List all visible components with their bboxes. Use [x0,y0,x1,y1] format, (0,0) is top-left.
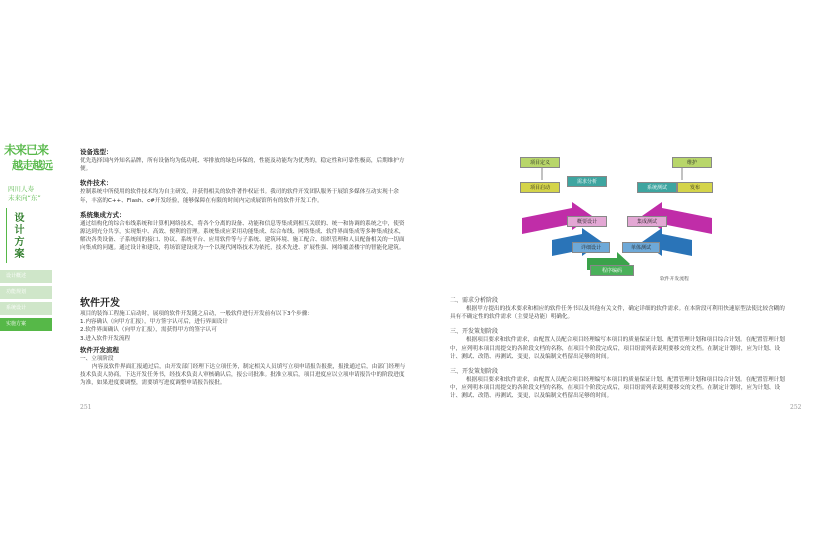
flow-title: 软件开发流程 [80,345,119,354]
software-dev-intro: 项目的装饰工程施工启动时，展项的软件开发随之启动，一般软件进行开发前有以下3个步骤： [80,311,313,317]
stage-3-heading: 三、开发策划阶段 [450,328,499,336]
software-process-diagram [512,140,724,290]
brand-logo [4,143,64,173]
equipment-body: 优先选择国内外知名品牌，所有设备均为低功耗、零排放的绿色环保的，性能及功能均为优秀的，稳定性和可靠性极高，后期维护方便。 [80,158,405,173]
vertical-divider [6,208,7,263]
tagline-line-2: 未来向“东” [8,194,41,202]
stage-2-heading: 二、需求分析阶段 [450,297,499,304]
box-maintenance: 维护 [672,157,712,168]
section-vertical-title: 设计方案 [12,212,23,260]
logo-line-1: 未来已来 [4,143,49,157]
stage-2-body: 根据甲方提出的技术要求和相应的软件任务书以及其他有关文件，确定详细的软件需求。在本阶段可利用快速原型法使比较含糊的具有不确定性的软件需求（主要是功能）明确化。 [450,306,785,321]
step-item: 1.内容确认（向甲方汇报），甲方签字认可后，进行界面设计 [80,319,228,326]
box-unit-test: 单体测试 [622,242,660,253]
side-nav [0,270,52,334]
software-tech-title: 软件技术： [80,179,113,188]
left-page-content [80,148,408,253]
right-page-content [450,296,790,401]
stage-3b-body: 根据项目要求和软件需求，由配置人员配合项目经理编写本项目的质量保证计划、配置管理计划和项目综合计划。在配置管理计划中，应列明本项目需提交的各阶段文档的名称，在项目个阶段完成后，项目组需列表说明要移交的文档。在制定计划时，应为计划、设计、测试、改错、再测试、变更，以及编制文档留出足够的时间。 [450,377,785,400]
tagline [8,185,41,203]
tagline-line-1: 四川人寿 [8,185,34,193]
software-dev-section [80,297,408,388]
logo-line-2: 越走越远 [12,159,52,172]
box-requirements: 需求分析 [567,176,607,187]
step-item: 3.进入软件开发流程 [80,335,131,342]
box-coding: 程序编码 [590,265,634,276]
diagram-caption: 软件开发流程 [660,277,689,282]
box-project-start: 项目启动 [520,182,560,193]
stage-3b-heading: 三、开发策划阶段 [450,368,499,376]
stage-3-body: 根据项目要求和软件需求，由配置人员配合项目经理编写本项目的质量保证计划、配置管理计划和项目综合计划。在配置管理计划中，应列明本项目需提交的各阶段文档的名称，在项目个阶段完成后，项目组需列表说明要移交的文档。在制定计划时，应为计划、设计、测试、改错、再测试、变更，以及编制文档留出足够的时间。 [450,337,785,360]
box-outline-design: 概要设计 [567,216,607,227]
integration-body: 通过结构化的综合布线系统和计算机网络技术，将各个分离的设备、功能和信息等集成到相互关联的、统一和协调的系统之中，使资源达到充分共享，实现集中、高效、便利的管理。系统集成应采用功能集成、综合布线、网络集成、软件界面集成等多种集成技术，解决各类设备、子系统间的接口、协议、系统平台、应用软件等与子系统、建筑环境、施工配合、组织管理和人员配备相关的一切面向集成的问题。通过设计和建设，将场馆建设成为一个以现代网络技术为依托，技术先进、扩展性强、网络覆盖楼宇的智能化建筑。 [80,220,405,252]
step-item: 2.软件界面确认（向甲方汇报），需获得甲方的签字认可 [80,327,217,334]
equipment-title: 设备选型： [80,148,113,156]
side-nav-item[interactable]: 系统设计 [0,302,52,315]
software-dev-title: 软件开发 [80,298,120,309]
side-nav-item-active[interactable]: 实施方案 [0,318,52,331]
box-release: 发布 [677,182,713,193]
side-nav-item[interactable]: 设计概述 [0,270,52,283]
box-detail-design: 详细设计 [572,242,610,253]
flow-stage-1: 一、立项阶段 [80,355,114,362]
page-number-left: 251 [80,404,92,411]
box-integration-test: 集成测试 [627,216,667,227]
side-nav-item[interactable]: 功能规划 [0,286,52,299]
software-tech-body: 控制系统中所使用的软件技术均为自主研发，并获得相关的软件著作权证书。我司的软件开发团队服务于展馆多媒体互动实现十余年，丰富的C++、Flash、c#开发经验，能够保障在有限的时间内完成展馆所有的软件开发工作。 [80,189,399,204]
box-system-test: 系统测试 [637,182,677,193]
box-project-definition: 项目定义 [520,157,560,168]
integration-title: 系统集成方式： [80,210,126,219]
page-number-right: 252 [790,404,802,411]
flow-stage-1-body: 内容及软件界面汇报通过后，由开发部门经理下达立项任务，制定相关人员填写立项申请报告报批，报批通过后，由部门经理与技术负责人协商，下达开发任务书，经技术负责人审核确认后，报公司批准。批准立项后，项目进度应以立项申请报告中的阶段进度为准，如果进度要调整，需要填写进度调整申请报告报批。 [80,364,406,387]
